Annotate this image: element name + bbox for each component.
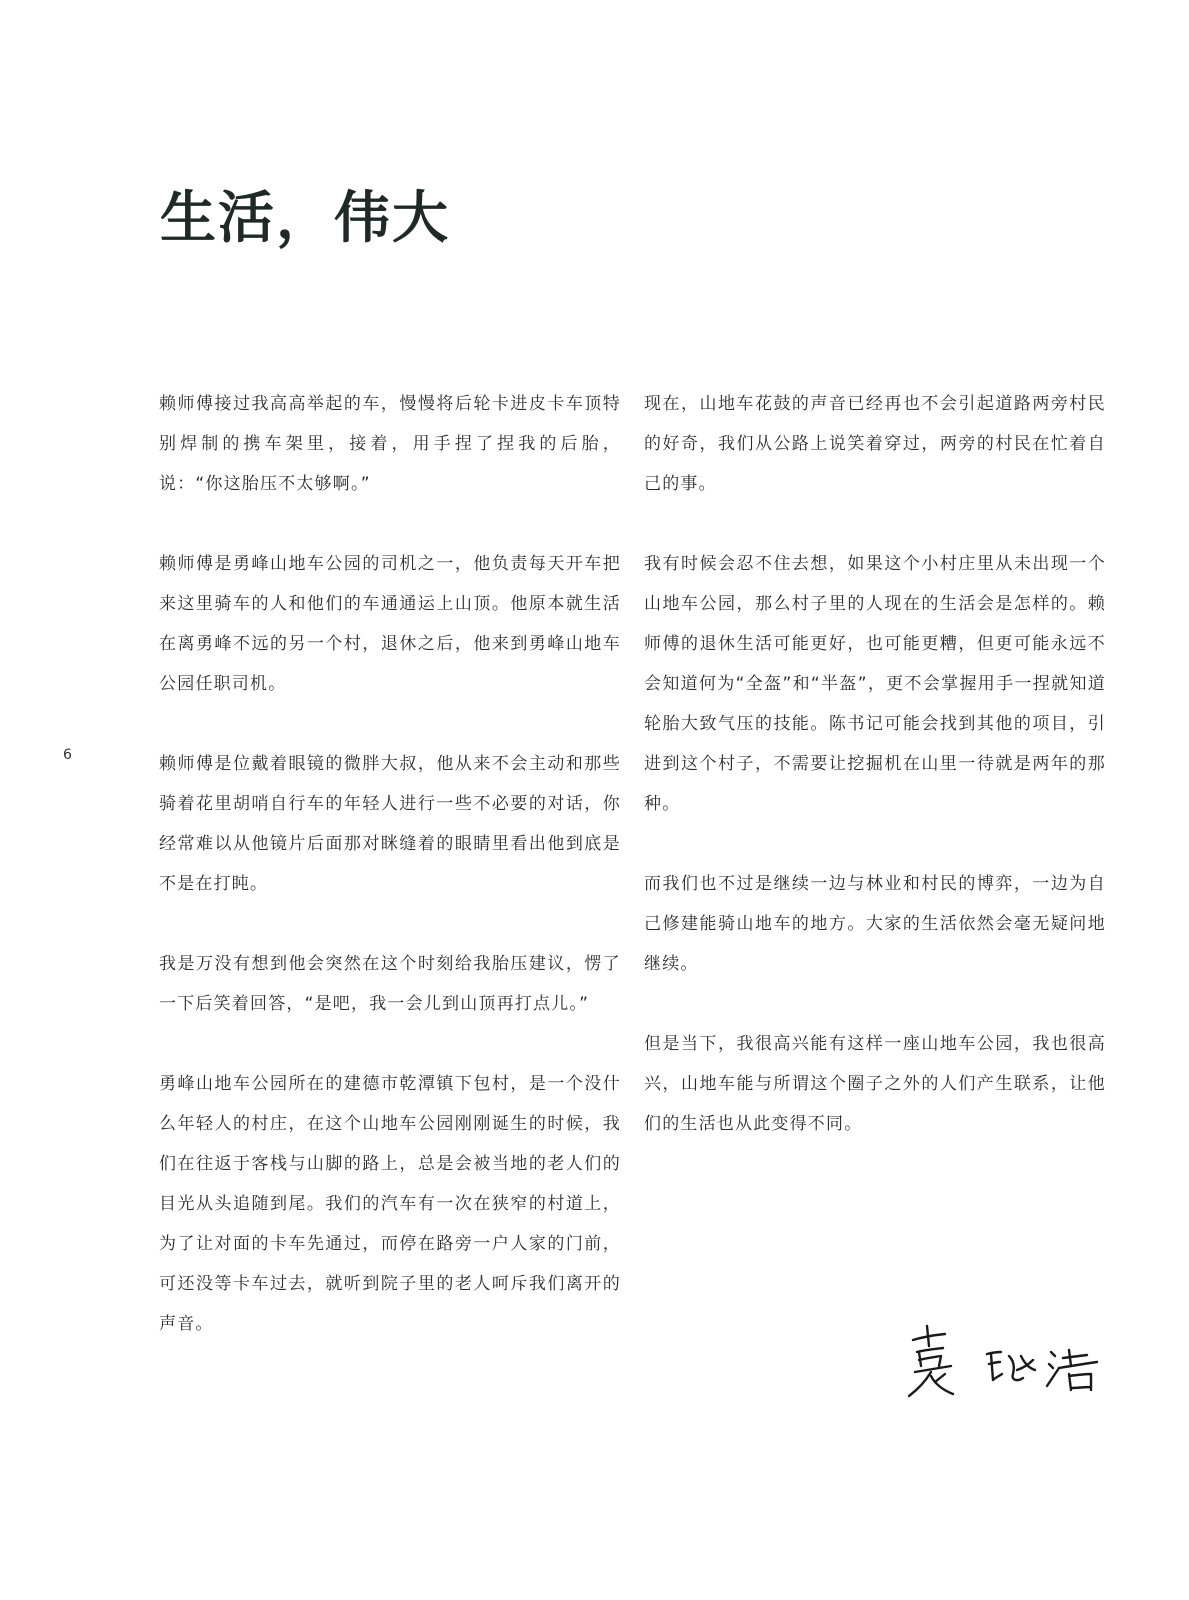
paragraph: 赖师傅是位戴着眼镜的微胖大叔，他从来不会主动和那些骑着花里胡哨自行车的年轻人进行一些不必要的对话，你经常难以从他镜片后面那对眯缝着的眼睛里看出他到底是不是在打盹。 bbox=[159, 754, 621, 894]
paragraph: 我是万没有想到他会突然在这个时刻给我胎压建议，愣了一下后笑着回答，“是吧，我一会儿到山顶再打点儿。” bbox=[159, 954, 621, 1014]
left-text-column bbox=[159, 384, 621, 1384]
right-text-column bbox=[644, 384, 1106, 1184]
paragraph: 赖师傅接过我高高举起的车，慢慢将后轮卡进皮卡车顶特别焊制的携车架里，接着，用手捏了捏我的后胎，说：“你这胎压不太够啊。” bbox=[159, 394, 621, 494]
author-signature bbox=[905, 1320, 1115, 1420]
paragraph: 但是当下，我很高兴能有这样一座山地车公园，我也很高兴，山地车能与所谓这个圈子之外的人们产生联系，让他们的生活也从此变得不同。 bbox=[644, 1034, 1106, 1134]
paragraph: 现在，山地车花鼓的声音已经再也不会引起道路两旁村民的好奇，我们从公路上说笑着穿过，两旁的村民在忙着自己的事。 bbox=[644, 394, 1106, 494]
paragraph: 勇峰山地车公园所在的建德市乾潭镇下包村，是一个没什么年轻人的村庄，在这个山地车公园刚刚诞生的时候，我们在往返于客栈与山脚的路上，总是会被当地的老人们的目光从头追随到尾。我们的汽车有一次在狭窄的村道上，为了让对面的卡车先通过，而停在路旁一户人家的门前，可还没等卡车过去，就听到院子里的老人呵斥我们离开的声音。 bbox=[159, 1074, 621, 1334]
paragraph: 我有时候会忍不住去想，如果这个小村庄里从未出现一个山地车公园，那么村子里的人现在的生活会是怎样的。赖师傅的退休生活可能更好，也可能更糟，但更可能永远不会知道何为“全盔”和“半盔”，更不会掌握用手一捏就知道轮胎大致气压的技能。陈书记可能会找到其他的项目，引进到这个村子，不需要让挖掘机在山里一待就是两年的那种。 bbox=[644, 554, 1106, 814]
article-title: 生活，伟大 bbox=[160, 186, 450, 251]
paragraph: 赖师傅是勇峰山地车公园的司机之一，他负责每天开车把来这里骑车的人和他们的车通通运上山顶。他原本就生活在离勇峰不远的另一个村，退休之后，他来到勇峰山地车公园任职司机。 bbox=[159, 554, 621, 694]
page-number: 6 bbox=[63, 747, 72, 763]
signature-handwriting-icon bbox=[905, 1320, 1115, 1420]
paragraph: 而我们也不过是继续一边与林业和村民的博弈，一边为自己修建能骑山地车的地方。大家的生活依然会毫无疑问地继续。 bbox=[644, 874, 1106, 974]
